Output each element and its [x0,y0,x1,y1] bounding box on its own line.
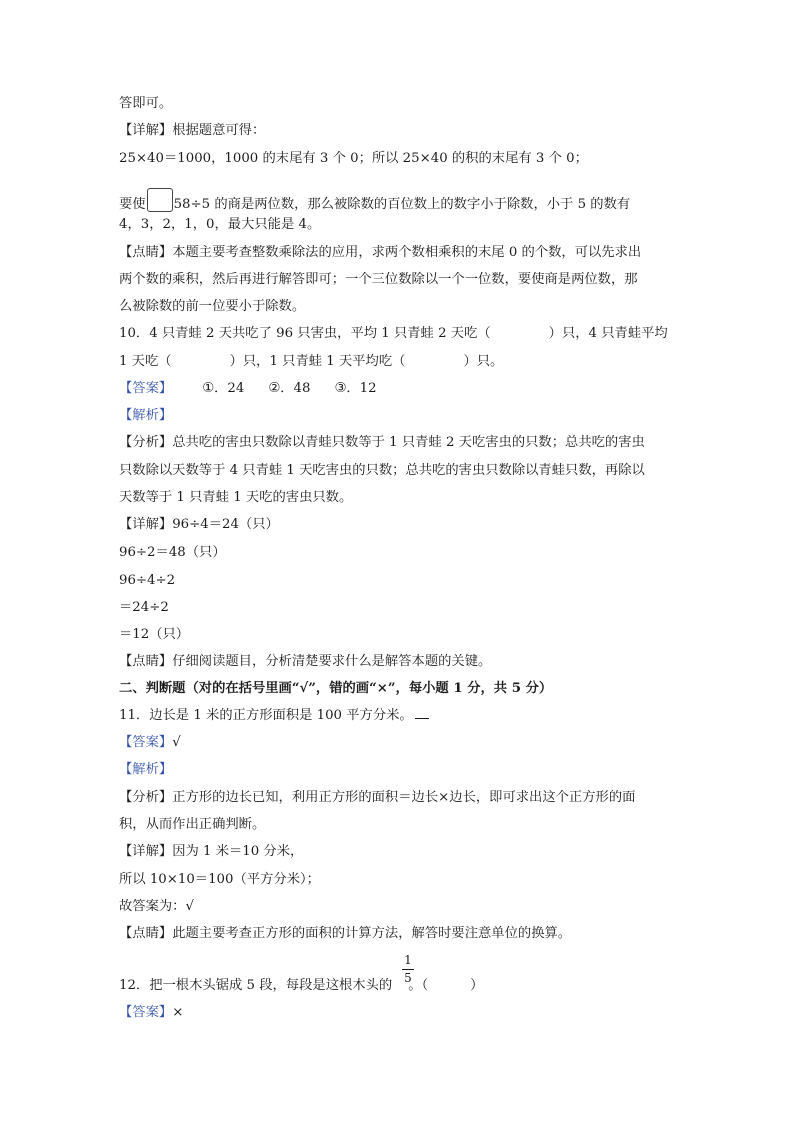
text-segment: 二、判断题（对的在括号里画“√”，错的画“×”，每小题 1 分，共 5 分） [119,681,553,696]
text-line [119,842,303,862]
analyze-tag: 【分析】 [119,790,173,805]
text-line [119,543,226,563]
text-line [119,270,638,290]
text-segment: 58÷5 的商是两位数，那么被除数的百位数上的数字小于除数，小于 5 的数有 [173,197,631,212]
analysis-tag: 【解析】 [119,762,173,777]
text-line [119,94,172,114]
text-line [119,652,491,672]
answer-line [119,733,181,753]
text-segment: 1 天吃（ [119,354,172,369]
text-line [119,188,630,215]
text-line [119,515,279,535]
text-line [119,924,571,944]
text-segment: 此题主要考查正方形的面积的计算方法，解答时要注意单位的换算。 [172,926,572,941]
text-segment: √ [172,735,181,750]
text-line [119,461,645,481]
text-segment: 所以 10×10＝100（平方分米）； [119,872,320,887]
text-segment: 要使 [119,197,146,212]
text-line [119,870,320,890]
remark-tag: 【点睛】 [119,926,173,941]
text-segment: 故答案为：√ [119,899,194,914]
text-segment: ） [470,978,484,993]
answer-line [119,1003,183,1023]
text-segment: × [172,1005,184,1020]
detail-tag: 【详解】 [119,517,173,532]
text-segment: 天数等于 1 只青蛙 1 天吃的害虫只数。 [119,490,353,505]
text-segment: ）只。 [463,354,504,369]
text-segment: 96÷2＝48（只） [119,545,226,560]
detail-tag: 【详解】 [119,844,173,859]
text-segment: 正方形的边长已知，利用正方形的面积＝边长×边长，即可求出这个正方形的面 [172,790,636,805]
text-line [119,598,169,618]
text-segment: 答即可。 [119,96,173,111]
fraction-bar [402,969,414,970]
text-line [119,433,645,453]
text-segment: ＝24÷2 [119,600,169,615]
answer-line [119,379,377,399]
question-11 [119,706,429,726]
answer-tag: 【答案】 [119,1005,173,1020]
text-segment: ③．12 [334,381,377,396]
fraction-numerator: 1 [404,953,412,967]
text-segment: ②．48 [268,381,311,396]
text-line [119,897,194,917]
text-segment: 总共吃的害虫只数除以青蛙只数等于 1 只青蛙 2 天吃害虫的只数；总共吃的害虫 [172,435,645,450]
text-line [119,571,175,591]
text-line [119,121,265,141]
text-segment: ＝12（只） [119,627,190,642]
text-segment: 只数除以天数等于 4 只青蛙 1 天吃害虫的只数；总共吃的害虫只数除以青蛙只数，再除以 [119,463,645,478]
text-line [119,815,265,835]
text-line [119,215,320,235]
text-segment: 11．边长是 1 米的正方形面积是 100 平方分米。 [119,708,413,723]
text-segment: 么被除数的前一位要小于除数。 [119,299,306,314]
text-line [119,760,172,780]
text-segment: 96÷4÷2 [119,573,176,588]
text-segment: 仔细阅读题目，分析清楚要求什么是解答本题的关键。 [172,654,492,669]
detail-tag: 【详解】 [119,123,173,138]
text-segment: ）只，1 只青蛙 1 天平均吃（ [229,354,406,369]
text-segment: 根据题意可得： [172,123,266,138]
section-heading [119,679,552,699]
text-line [119,788,635,808]
text-segment: 。（ [408,978,429,993]
text-line [119,243,641,263]
question-10 [119,324,668,344]
text-segment: 25×40＝1000，1000 的末尾有 3 个 0；所以 25×40 的积的末尾有 3 个 0； [119,151,588,166]
text-segment: ①．24 [202,381,245,396]
analysis-tag: 【解析】 [119,408,173,423]
answer-tag: 【答案】 [119,735,173,750]
text-line [119,297,305,317]
text-segment: 4，3，2，1，0，最大只能是 4。 [119,217,321,232]
question-12 [119,976,483,996]
text-line [119,149,588,169]
text-segment: 12．把一根木头锯成 5 段，每段是这根木头的 [119,978,393,993]
remark-tag: 【点睛】 [119,654,173,669]
text-line [119,406,172,426]
remark-tag: 【点睛】 [119,245,173,260]
text-segment: 两个数的乘积，然后再进行解答即可；一个三位数除以一个一位数，要使商是两位数，那 [119,272,638,287]
text-segment: 10．4 只青蛙 2 天共吃了 96 只害虫，平均 1 只青蛙 2 天吃（ [119,326,491,341]
fraction-denominator: 5 [404,971,412,985]
answer-tag: 【答案】 [119,381,173,396]
text-line [119,352,503,372]
text-segment: ）只，4 只青蛙平均 [548,326,668,341]
analyze-tag: 【分析】 [119,435,173,450]
digit-box [147,188,173,212]
text-segment: 96÷4＝24（只） [172,517,279,532]
text-segment: 本题主要考查整数乘除法的应用，求两个数相乘积的末尾 0 的个数，可以先求出 [172,245,642,260]
text-line [119,488,352,508]
text-line [119,625,189,645]
answer-blank [415,706,429,719]
text-segment: 因为 1 米＝10 分米， [172,844,304,859]
text-segment: 积，从而作出正确判断。 [119,817,266,832]
